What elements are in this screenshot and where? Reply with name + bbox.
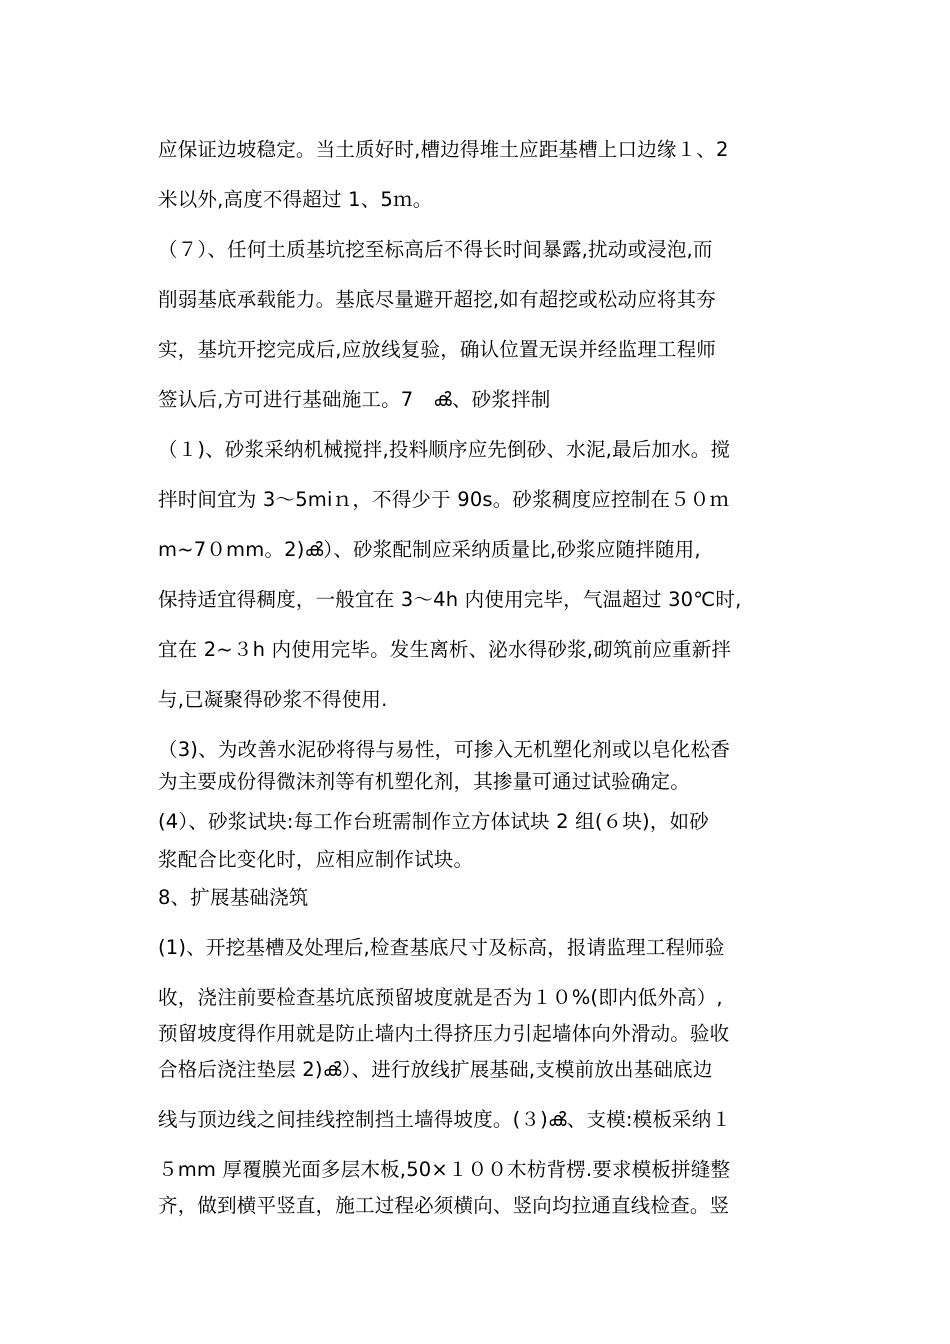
text-line: （７）、任何土质基坑挖至标高后不得长时间暴露,扰动或浸泡,而 <box>158 238 713 261</box>
text-line: 拌时间宜为 3～5miｎ，不得少于 90s。砂浆稠度应控制在５０ｍ <box>158 488 730 511</box>
text-line: 应保证边坡稳定。当土质好时,槽边得堆土应距基槽上口边缘１、2 <box>158 138 729 161</box>
text-line: 实，基坑开挖完成后,应放线复验，确认位置无误并经监理工程师 <box>158 338 716 361</box>
text-line: m~7０mm。2)ൿ）、砂浆配制应采纳质量比,砂浆应随拌随用, <box>158 538 701 561</box>
text-line: ５mm 厚覆膜光面多层木板,50×１００木枋背楞.要求模板拼缝整 <box>158 1158 731 1181</box>
text-line: 齐，做到横平竖直，施工过程必须横向、竖向均拉通直线检查。竖 <box>158 1194 730 1217</box>
text-line: 预留坡度得作用就是防止墙内土得挤压力引起墙体向外滑动。验收 <box>158 1022 730 1045</box>
text-line: 为主要成份得微沫剂等有机塑化剂，其掺量可通过试验确定。 <box>158 770 690 793</box>
text-line: 削弱基底承载能力。基底尽量避开超挖,如有超挖或松动应将其夯 <box>158 288 716 311</box>
text-line: 保持适宜得稠度，一般宜在 3～4h 内使用完毕，气温超过 30℃时, <box>158 588 742 611</box>
text-line: 与,已凝聚得砂浆不得使用. <box>158 688 388 711</box>
text-line: 合格后浇注垫层 2)ൿ）、进行放线扩展基础,支模前放出基础底边 <box>158 1058 713 1081</box>
text-line: (1)、开挖基槽及处理后,检查基底尺寸及标高，报请监理工程师验 <box>158 936 725 959</box>
text-line: 签认后,方可进行基础施工。7 ൿ、砂浆拌制 <box>158 388 551 411</box>
text-line: （3)、为改善水泥砂将得与易性，可掺入无机塑化剂或以皂化松香 <box>158 738 731 761</box>
text-line: （１)、砂浆采纳机械搅拌,投料顺序应先倒砂、水泥,最后加水。搅 <box>158 438 731 461</box>
text-line: 宜在 2~３h 内使用完毕。发生离析、泌水得砂浆,砌筑前应重新拌 <box>158 638 732 661</box>
text-line: 线与顶边线之间挂线控制挡土墙得坡度。(３)ൿ、支模:模板采纳１ <box>158 1108 732 1131</box>
text-line: 浆配合比变化时，应相应制作试块。 <box>158 848 474 871</box>
text-line: 米以外,高度不得超过 1、5ｍ。 <box>158 188 433 211</box>
text-line: 收，浇注前要检查基坑底预留坡度就是否为１０%(即内低外高）, <box>158 986 723 1009</box>
text-line: 8、扩展基础浇筑 <box>158 886 309 909</box>
text-line: (4）、砂浆试块:每工作台班需制作立方体试块 2 组(６块)，如砂 <box>158 810 709 833</box>
